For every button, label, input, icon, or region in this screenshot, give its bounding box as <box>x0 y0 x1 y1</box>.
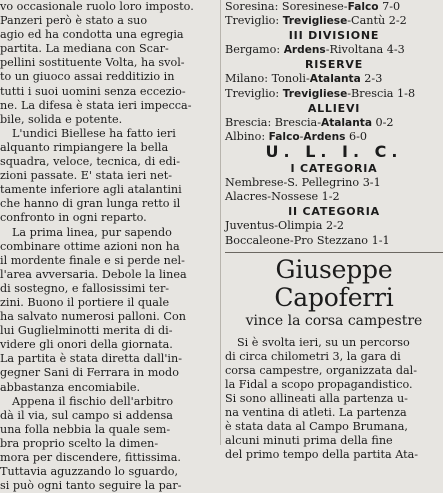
report-line: bile, solida e potente. <box>0 112 123 126</box>
report-line: tutti i suoi uomini senza ecceziо- <box>0 84 186 98</box>
report-line: zioni passate. E' stata ieri net- <box>0 169 172 183</box>
report-line: confronto in ogni reparto. <box>0 211 147 225</box>
report-line: Tuttavia aguzzando lo sguardo, <box>0 465 179 479</box>
result-match: Nembrese-S. Pellegrino <box>225 176 360 190</box>
result-away-team: Ardens <box>303 130 346 143</box>
report-line: to un giuoco assai redditizio in <box>0 70 175 84</box>
report-line: L'undici Biellese ha fatto ieri <box>12 126 176 140</box>
match-report-column <box>0 0 218 493</box>
article-line: alcuni minuti prima della fine <box>225 434 393 448</box>
report-line: l'area avversaria. Debole la linea <box>0 267 187 281</box>
section-heading: I CATEGORIA <box>290 162 378 176</box>
report-line: agio ed ha condotta una egregia <box>0 28 184 42</box>
report-line: che hanno di gran lunga retto il <box>0 197 181 211</box>
ulic-heading: U. L. I. C. <box>265 141 403 161</box>
result-place: Milano: <box>225 72 268 86</box>
result-match: Juventus-Olimpia <box>225 219 323 233</box>
report-line: si può ogni tanto seguire la par- <box>0 479 182 493</box>
article-line: del primo tempo della partita Ata- <box>225 448 419 462</box>
result-away-team: Rivoltana <box>329 43 384 57</box>
report-line: bra proprio scelto la dimen- <box>0 436 159 450</box>
result-score: 4-3 <box>386 43 405 57</box>
report-line: combinare ottime azioni non ha <box>0 239 180 253</box>
report-line: di sostegno, e fallosissimi ter- <box>0 281 170 295</box>
section-heading: II CATEGORIA <box>288 205 380 219</box>
result-row <box>225 234 443 248</box>
result-match: Boccaleone-Pro Stezzano <box>225 233 369 247</box>
result-away-team: Atalanta <box>309 73 361 86</box>
report-line: zini. Buono il portiere il quale <box>0 295 170 309</box>
result-row: Albino: Falco-Ardens 6-0 <box>225 129 368 143</box>
result-home-team: Brescia <box>274 115 318 129</box>
article <box>225 256 443 463</box>
result-place: Soresina: <box>225 0 279 13</box>
result-away-team: Brescia <box>351 86 394 100</box>
report-line: La prima linea, pur sapendo <box>12 225 172 239</box>
report-line: partita. La mediana con Scar- <box>0 42 169 56</box>
result-home-team: Soresinese <box>281 0 344 13</box>
section-heading: III DIVISIONE <box>288 29 380 43</box>
result-away-team: Falco <box>347 1 379 13</box>
report-line: tamente inferiore agli atalantini <box>0 183 182 197</box>
section-divider <box>225 252 443 253</box>
result-row: Bergamo: Ardens-Rivoltana 4-3 <box>225 43 405 57</box>
article-subhead: vince la corsa campestre <box>245 312 423 329</box>
result-home-team: Ardens <box>283 44 326 57</box>
result-away-team: Atalanta <box>321 116 372 129</box>
result-place: Brescia: <box>225 115 272 129</box>
report-line: dà il via, sul campo si addensa <box>0 408 173 422</box>
result-place: Bergamo: <box>225 43 281 57</box>
article-line: corsa campestre, organizzata dal- <box>225 363 418 377</box>
report-line: lui Guglielminotti merita di di- <box>0 324 173 338</box>
report-line: squadra, veloce, tecnica, di edi- <box>0 155 180 169</box>
section-heading: RISERVE <box>304 58 364 72</box>
result-row: Milano: Tonoli-Atalanta 2-3 <box>225 72 383 86</box>
report-line: vo occasionale ruolo loro imposto. <box>0 0 194 13</box>
result-score: 6-0 <box>349 129 368 143</box>
article-line: la Fidal a scopo propagandistico. <box>225 377 413 391</box>
result-home-team: Trevigliese <box>282 15 348 28</box>
report-line: La partita è stata diretta dall'in- <box>0 352 182 366</box>
result-home-team: Tonoli <box>271 72 306 86</box>
report-line: gegner Sani di Ferrara in modo <box>0 366 179 380</box>
result-row: Treviglio: Trevigliese-Brescia 1-8 <box>225 86 416 100</box>
result-row <box>225 176 443 190</box>
result-place: Albino: <box>225 129 266 143</box>
report-line: il mordente finale e si perde nel- <box>0 253 185 267</box>
report-line: videre gli onori della giornata. <box>0 338 173 352</box>
article-line: Si sono allineati alla partenza u- <box>225 391 408 405</box>
report-line: abbastanza encomiabile. <box>0 380 141 394</box>
result-score: 2-2 <box>325 219 344 233</box>
result-score: 1-1 <box>371 233 390 247</box>
results-column <box>225 0 443 462</box>
report-line: ha salvato numerosi palloni. Con <box>0 310 186 324</box>
result-row: Soresina: Soresinese-Falco 7-0 <box>225 0 401 13</box>
article-line: Si è svolta ieri, su un percorso <box>237 335 410 349</box>
section-heading: ALLIEVI <box>307 101 361 115</box>
result-row: Treviglio: Trevigliese-Cantù 2-2 <box>225 14 407 28</box>
report-line: pellini sostituente Volta, ha svol- <box>0 56 185 70</box>
result-match: Alacres-Nossese <box>225 190 319 204</box>
article-line: na ventina di atleti. La partenza <box>225 406 407 420</box>
result-row <box>225 219 443 233</box>
report-line: Panzeri però è stato a suo <box>0 14 148 28</box>
result-home-team: Trevigliese <box>282 87 348 100</box>
result-score: 2-3 <box>364 72 383 86</box>
result-place: Treviglio: <box>225 86 280 100</box>
article-line: è stata data al Campo Brumana, <box>225 420 408 434</box>
report-line: ne. La difesa è stata ieri impecca- <box>0 98 192 112</box>
result-away-team: Cantù <box>351 14 386 28</box>
report-line: alquanto rimpiangere la bella <box>0 140 169 154</box>
result-row: Brescia: Brescia-Atalanta 0-2 <box>225 115 394 129</box>
result-score: 7-0 <box>382 0 401 13</box>
result-home-team: Falco <box>268 130 300 143</box>
report-line: una folla nebbia la quale sem- <box>0 422 171 436</box>
result-score: 3-1 <box>362 176 381 190</box>
result-score: 0-2 <box>375 115 394 129</box>
result-score: 1-2 <box>321 190 340 204</box>
result-row <box>225 190 443 204</box>
report-line: mora per discendere, fittissima. <box>0 451 181 464</box>
column-divider <box>220 0 221 445</box>
result-place: Treviglio: <box>225 14 280 28</box>
article-line: di circa chilometri 3, la gara di <box>225 349 401 363</box>
result-score: 2-2 <box>388 14 407 28</box>
result-score: 1-8 <box>397 86 416 100</box>
article-headline: Giuseppe Capoferri <box>274 254 394 312</box>
report-line: Appena il fischio dell'arbitro <box>12 394 174 408</box>
